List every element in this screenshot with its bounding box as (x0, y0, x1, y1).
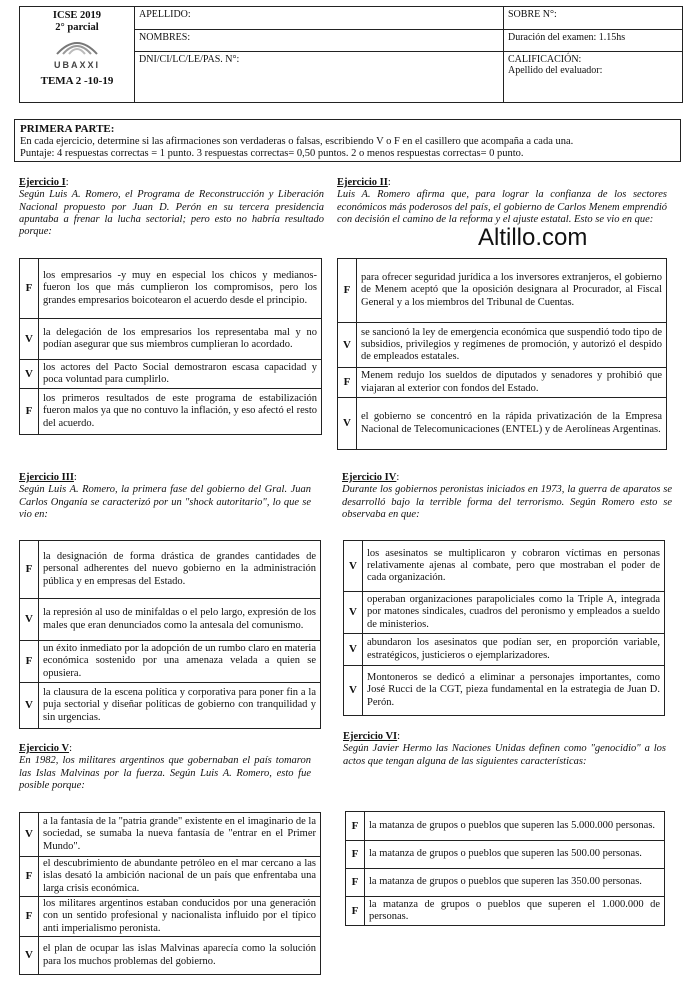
exercise-title: Ejercicio II (337, 177, 388, 188)
answer-row (338, 323, 667, 368)
sobre-field[interactable]: SOBRE N°: (504, 7, 683, 30)
answer-row (346, 897, 665, 926)
answer-box[interactable]: V (338, 323, 357, 368)
answer-row (346, 841, 665, 869)
statement-text: el descubrimiento de abundante petróleo en el mar cercano a las islas desató la ambición nacional de un país que enfrentaba una larga crisis económica. (39, 857, 321, 897)
exam-name: ICSE 2019 (52, 10, 102, 21)
statement-text: Menem redujo los sueldos de diputados y senadores y prohibió que viajaran al exterior con fondos del Estado. (357, 368, 667, 398)
answer-box[interactable]: V (344, 592, 363, 634)
statement-text: la designación de forma drástica de grandes cantidades de personal adherentes del nuevo gobierno en la administración pública y en empresas del Estado. (39, 541, 321, 599)
answer-row (344, 592, 665, 634)
exercise-6-header (343, 731, 666, 768)
statement-text: se sancionó la ley de emergencia económica que suspendió todo tipo de subsidios, privilegios y regímenes de promoción, y autorizó el despido de empleados estatales. (357, 323, 667, 368)
answer-box[interactable]: F (338, 259, 357, 323)
statement-text: los asesinatos se multiplicaron y cobraron víctimas en personas relativamente ajenas al combate, pero que mostraban el poder de cada organización. (363, 541, 665, 592)
exercise-intro: Según Luis A. Romero, la primera fase del gobierno del Gral. Juan Carlos Onganía se caracterizó por un "shock autoritario", lo que se vio en: (19, 484, 311, 520)
statement-text: los militares argentinos estaban conducidos por una generación con un sentido profesional y nacionalista influido por el típico anti imperialismo peronista. (39, 897, 321, 937)
answer-row (344, 634, 665, 666)
answer-box[interactable]: F (346, 869, 365, 897)
statement-text: el gobierno se concentró en la rápida privatización de la Empresa Nacional de Telecomunicaciones (ENTEL) y de Aerolíneas Argentinas. (357, 398, 667, 450)
exercise-4-answers-table (343, 540, 665, 716)
exercise-intro: Luis A. Romero afirma que, para lograr la confianza de los sectores económicos más poderosos del país, el gobierno de Carlos Menem emprendió con decisión el camino de la reforma y el ajuste estatal. Esto se vio en que: (337, 189, 667, 225)
exercise-2-answers-table (337, 258, 667, 450)
logo-cell (20, 7, 135, 103)
exercise-3-header (19, 472, 311, 521)
apellido-field[interactable]: APELLIDO: (135, 7, 504, 30)
exercise-intro: Durante los gobiernos peronistas iniciados en 1973, la guerra de aparatos se desarrolló bajo la terrible forma del terrorismo. Según Romero esto se observaba en que: (342, 484, 672, 520)
answer-box[interactable]: F (338, 368, 357, 398)
exercise-intro: Según Javier Hermo las Naciones Unidas definen como "genocidio" a los actos que tengan alguna de las siguientes características: (343, 743, 666, 767)
duracion-label: Duración del examen: 1.15hs (504, 29, 683, 52)
answer-box[interactable]: V (344, 541, 363, 592)
exercise-1-header (19, 177, 324, 238)
answer-row (20, 259, 322, 319)
answer-box[interactable]: F (346, 841, 365, 869)
answer-row (346, 812, 665, 841)
answer-box[interactable]: F (346, 897, 365, 926)
statement-text: la clausura de la escena política y corporativa para poner fin a la puja sectorial y diseñar políticas de gobierno con tranquilidad y sin urgencias. (39, 683, 321, 729)
exercise-title: Ejercicio I (19, 177, 66, 188)
exercise-title: Ejercicio VI (343, 731, 398, 742)
answer-row (20, 897, 321, 937)
statement-text: operaban organizaciones parapoliciales como la Triple A, integrada por matones sindicales, cuadros del peronismo y empleados a sueldo de ministerios. (363, 592, 665, 634)
answer-row (338, 368, 667, 398)
statement-text: el plan de ocupar las islas Malvinas aparecía como la solución para los muchos problemas del gobierno. (39, 937, 321, 975)
answer-box[interactable]: F (20, 897, 39, 937)
statement-text: a la fantasía de la "patria grande" existente en el imaginario de la sociedad, se sumaba la nueva fantasía de "entrar en el Primer Mundo". (39, 813, 321, 857)
answer-box[interactable]: F (20, 259, 39, 319)
answer-box[interactable]: F (20, 641, 39, 683)
statement-text: para ofrecer seguridad jurídica a los inversores extranjeros, el gobierno de Menem aceptó que la oposición designara al Procurador, al Fiscal General y a los miembros del Tribunal de Cuentas. (357, 259, 667, 323)
exercise-5-header (19, 743, 311, 792)
answer-box[interactable]: V (344, 634, 363, 666)
answer-box[interactable]: F (20, 541, 39, 599)
statement-text: Montoneros se dedicó a eliminar a personajes importantes, como José Rucci de la CGT, pieza fundamental en la estrategia de Juan D. Perón. (363, 666, 665, 716)
exercise-1-answers-table (19, 258, 322, 435)
scoring-line: Puntaje: 4 respuestas correctas = 1 punto. 3 respuestas correctas= 0,50 puntos. 2 o menos respuestas correctas= 0 punto. (20, 148, 524, 159)
statement-text: la represión al uso de minifaldas o el pelo largo, expresión de los males que eran denunciados como la antesala del comunismo. (39, 599, 321, 641)
statement-text: la matanza de grupos o pueblos que superen las 500.00 personas. (365, 841, 665, 869)
exercise-title: Ejercicio III (19, 472, 74, 483)
answer-row (20, 937, 321, 975)
title-colon: : (69, 743, 72, 754)
nombres-field[interactable]: NOMBRES: (135, 29, 504, 52)
answer-row (20, 389, 322, 435)
tema-label: TEMA 2 -10-19 (40, 75, 114, 87)
answer-row (344, 666, 665, 716)
calificacion-label: CALIFICACIÓN: (508, 54, 582, 65)
answer-box[interactable]: V (20, 937, 39, 975)
exercise-title: Ejercicio V (19, 743, 70, 754)
answer-row (20, 541, 321, 599)
exercise-5-answers-table (19, 812, 321, 975)
parcial-label: 2° parcial (55, 22, 99, 33)
answer-row (344, 541, 665, 592)
title-colon: : (396, 472, 400, 483)
statement-text: la matanza de grupos o pueblos que superen las 350.00 personas. (365, 869, 665, 897)
answer-row (20, 319, 322, 360)
title-colon: : (387, 177, 391, 188)
statement-text: la matanza de grupos o pueblos que superen las 5.000.000 personas. (365, 812, 665, 841)
calificacion-cell[interactable] (504, 52, 683, 103)
statement-text: los empresarios -y muy en especial los chicos y medianos- fueron los que más cumplieron los compromisos, pero los grandes empresarios boicotearon el acuerdo desde el principio. (39, 259, 322, 319)
answer-box[interactable]: V (20, 360, 39, 389)
dni-field[interactable]: DNI/CI/LC/LE/PAS. N°: (135, 52, 504, 103)
answer-row (346, 869, 665, 897)
answer-row (338, 259, 667, 323)
instructions-box (14, 119, 681, 162)
answer-box[interactable]: V (20, 813, 39, 857)
answer-row (20, 857, 321, 897)
exercise-4-header (342, 472, 672, 521)
answer-row (20, 683, 321, 729)
answer-box[interactable]: F (20, 389, 39, 435)
exercise-6-answers-table (345, 811, 665, 926)
uba-logo-icon (53, 36, 101, 58)
answer-box[interactable]: V (20, 683, 39, 729)
title-colon: : (65, 177, 69, 188)
answer-row (338, 398, 667, 450)
exercise-intro: En 1982, los militares argentinos que gobernaban el país tomaron las Islas Malvinas por la fuerza. Según Luis A. Romero, esto fue posible porque: (19, 755, 311, 791)
title-colon: : (397, 731, 401, 742)
exam-header (19, 6, 683, 103)
header-table (19, 6, 683, 103)
exercise-title: Ejercicio IV (342, 472, 397, 483)
statement-text: la matanza de grupos o pueblos que superen el 1.000.000 de personas. (365, 897, 665, 926)
statement-text: los primeros resultados de este programa de estabilización fueron malos ya que no contuvo la inflación, y eso afectó el resto del acuerdo. (39, 389, 322, 435)
watermark: Altillo.com (478, 224, 588, 251)
answer-box[interactable]: V (338, 398, 357, 450)
instructions-line: En cada ejercicio, determine si las afirmaciones son verdaderas o falsas, escribiendo V o F en el casillero que acompaña a cada una. (20, 135, 574, 147)
section-title: PRIMERA PARTE: (20, 123, 115, 135)
answer-row (20, 813, 321, 857)
statement-text: los actores del Pacto Social demostraron escasa capacidad y poca voluntad para cumplirlo. (39, 360, 322, 389)
statement-text: un éxito inmediato por la adopción de un rumbo claro en materia económica sostenido por una amenaza velada a quien se opusiera. (39, 641, 321, 683)
uba-logo-text: UBAXXI (53, 60, 100, 70)
answer-row (20, 360, 322, 389)
exercise-3-answers-table (19, 540, 321, 729)
answer-row (20, 641, 321, 683)
answer-box[interactable]: V (20, 599, 39, 641)
evaluador-label: Apellido del evaluador: (508, 65, 603, 76)
answer-box[interactable]: V (20, 319, 39, 360)
statement-text: la delegación de los empresarios los representaba mal y no podían asegurar que sus miembros cumplieran lo acordado. (39, 319, 322, 360)
answer-box[interactable]: V (344, 666, 363, 716)
exercise-2-header (337, 177, 667, 226)
answer-box[interactable]: F (20, 857, 39, 897)
title-colon: : (73, 472, 77, 483)
answer-row (20, 599, 321, 641)
answer-box[interactable]: F (346, 812, 365, 841)
exercise-intro: Según Luis A. Romero, el Programa de Reconstrucción y Liberación Nacional propuesto por Juan D. Perón en su tercera presidencia apuntaba a frenar la lucha sectorial; pero esto no habría resultado porque: (19, 189, 324, 238)
statement-text: abundaron los asesinatos que podían ser, en proporción variable, estratégicos, justicieros o ejemplarizadores. (363, 634, 665, 666)
